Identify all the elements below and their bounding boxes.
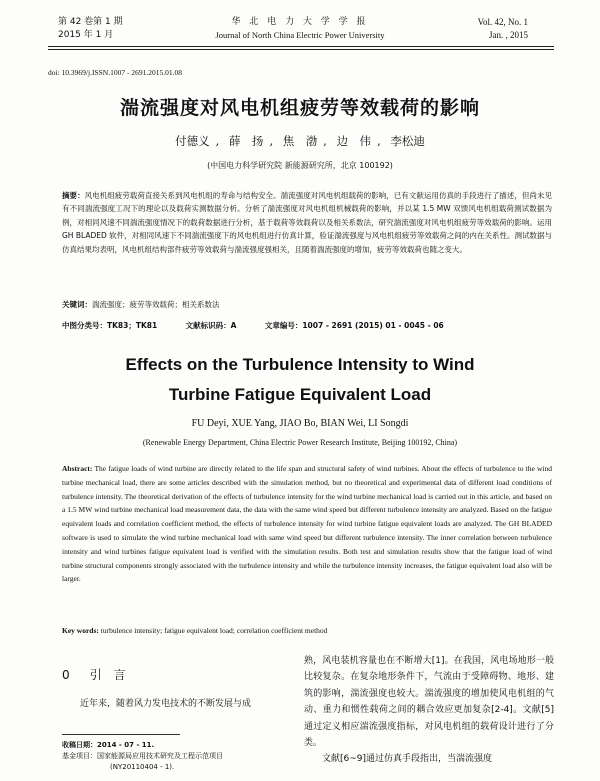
journal-name-en: Journal of North China Electric Power University — [215, 30, 385, 40]
affiliation-cn: (中国电力科学研究院 新能源研究所，北京 100192) — [207, 161, 393, 170]
author-cn: 焦 渤 — [282, 134, 318, 148]
keywords-cn-text: 湍流强度；疲劳等效载荷；相关系数法 — [92, 300, 220, 309]
keywords-cn-label: 关键词： — [62, 300, 92, 309]
intro-right-column — [304, 653, 554, 768]
author-cn: 薛 扬 — [228, 134, 264, 148]
abstract-en — [62, 462, 552, 586]
page-title-cn: 湍流强度对风电机组疲劳等效载荷的影响 — [119, 97, 480, 119]
header-volume-en — [478, 16, 528, 42]
abstract-cn-text: 风电机组疲劳载荷直接关系到风电机组的寿命与结构安全。湍流强度对风电机组载荷的影响，已有文献运用仿真的手段进行了描述，但尚未见有不同湍流强度工况下的理论以及载荷实测数据分析。分析了湍流强度对风电机组机械载荷的影响，并以某 1.5 MW 双馈风电机组载荷测试数据为例，对相同风速不同湍流强度情况下的载荷数据进行分析，基于载荷等效载荷以及相关系数法，研究湍流强度对风电机组疲劳等效载荷的影响。运用 GH BLADED 软件，对相同风速下不同湍流强度下的风电机组进行仿真计算，验证湍流强度与风电机组疲劳等效载荷之间的内在关系性。测试数据与仿真结果均表明，风电机组结构部件疲劳等效载荷与湍流强度强相关，且随着湍流强度的增加，疲劳等效载荷也随之变大。 — [62, 191, 553, 254]
date-cn: 2015 年 1 月 — [58, 30, 114, 40]
footnote — [62, 740, 294, 773]
intro-paragraph-left: 近年来，随着风力发电技术的不断发展与成 — [80, 699, 252, 709]
volume-issue-cn: 第 42 卷第 1 期 — [58, 17, 123, 27]
date-en: Jan. , 2015 — [489, 30, 528, 40]
section-heading — [62, 666, 146, 683]
header-rule-bottom — [48, 49, 554, 50]
author-cn: 边 伟 — [336, 134, 372, 148]
title-en-line2: Turbine Fatigue Equivalent Load — [168, 385, 432, 404]
keywords-en — [62, 626, 552, 635]
fund-line1: 基金项目：国家能源局应用技术研究及工程示范项目 — [62, 752, 223, 760]
intro-paragraph-right-1: 熟，风电装机容量也在不断增大[1]。在我国，风电场地形一般比较复杂。在复杂地形条件下，气流由于受障碍物、地形、建筑的影响，湍流强度也较大。湍流强度的增加使风电机组的气动、重力和惯性载荷之间的耦合效应更加复杂[2-4]。文献[5]通过定义相应湍流强度指标，对风电机组的载荷设计进行了分类。 — [304, 656, 554, 749]
doi: doi: 10.3969/j.ISSN.1007 - 2691.2015.01.08 — [48, 68, 182, 77]
keywords-cn — [62, 299, 552, 310]
abstract-cn-label: 摘要： — [62, 191, 85, 200]
received-date: 收稿日期：2014 - 07 - 11. — [62, 741, 155, 749]
document-code: 文献标识码：A — [185, 321, 237, 330]
article-number: 文章编号：1007 - 2691 (2015) 01 - 0045 - 06 — [264, 321, 444, 330]
section-title: 引 言 — [89, 668, 126, 682]
clc-number: 中图分类号：TK83；TK81 — [62, 321, 158, 330]
abstract-cn — [62, 189, 552, 256]
authors-cn: 付德义 , 薛 扬 , 焦 渤 , 边 伟 , 李松迪 — [175, 134, 425, 148]
abstract-en-text: The fatigue loads of wind turbine are directly related to the life span and structural safety of wind turbines. About the effects of turbulence to the wind turbine mechanical load, there are some articles described with the simulation method, but no theoretical and experimental data of different load conditions of turbulence intensity. The theoretical derivation of the effects of turbulence intensity for the wind turbine mechanical load is carried out in this article, and based on a 1.5 MW wind turbine mechanical load measurement data, the data with the same wind speed but different turbulence intensity are analyzed. Based on the fatigue equivalent loads and correlation coefficient method, the effects of turbulence intensity for wind turbine fatigue equivalent loads are analyzed. The GH BLADED software is used to simulate the wind turbine mechanical load with same wind speed but different turbulence intensity. The inner correlation between turbulence intensity and wind turbines fatigue equivalent load is verified with the simulation results. Both test and simulation results show that the fatigue load of wind turbine structural components strongly associated with the turbulence intensity and while the turbulence intensity increases, the fatigue equivalent load also will be larger. — [62, 464, 552, 584]
footnote-rule — [62, 734, 180, 735]
volume-issue-en: Vol. 42, No. 1 — [477, 17, 528, 27]
fund-line2: (NY20110404 - 1). — [110, 763, 175, 771]
classification-cn — [62, 320, 552, 331]
author-cn: 李松迪 — [390, 134, 425, 148]
authors-en: FU Deyi, XUE Yang, JIAO Bo, BIAN Wei, LI Songdi — [191, 418, 409, 429]
journal-name-cn: 华 北 电 力 大 学 学 报 — [231, 17, 369, 27]
keywords-en-text: turbulence intensity; fatigue equivalent load; correlation coefficient method — [100, 626, 328, 635]
author-cn: 付德义 — [175, 134, 210, 148]
abstract-en-label: Abstract: — [62, 464, 93, 473]
page-title-en — [0, 350, 600, 410]
title-en-line1: Effects on the Turbulence Intensity to Wind — [125, 355, 475, 374]
intro-paragraph-right-2: 文献[6~9]通过仿真手段指出，当湍流强度 — [322, 754, 493, 765]
section-number: 0 — [62, 668, 70, 682]
affiliation-en: (Renewable Energy Department, China Electric Power Research Institute, Beijing 100192, China) — [142, 438, 458, 447]
keywords-en-label: Key words: — [62, 626, 99, 635]
header-rule-top — [48, 46, 554, 47]
